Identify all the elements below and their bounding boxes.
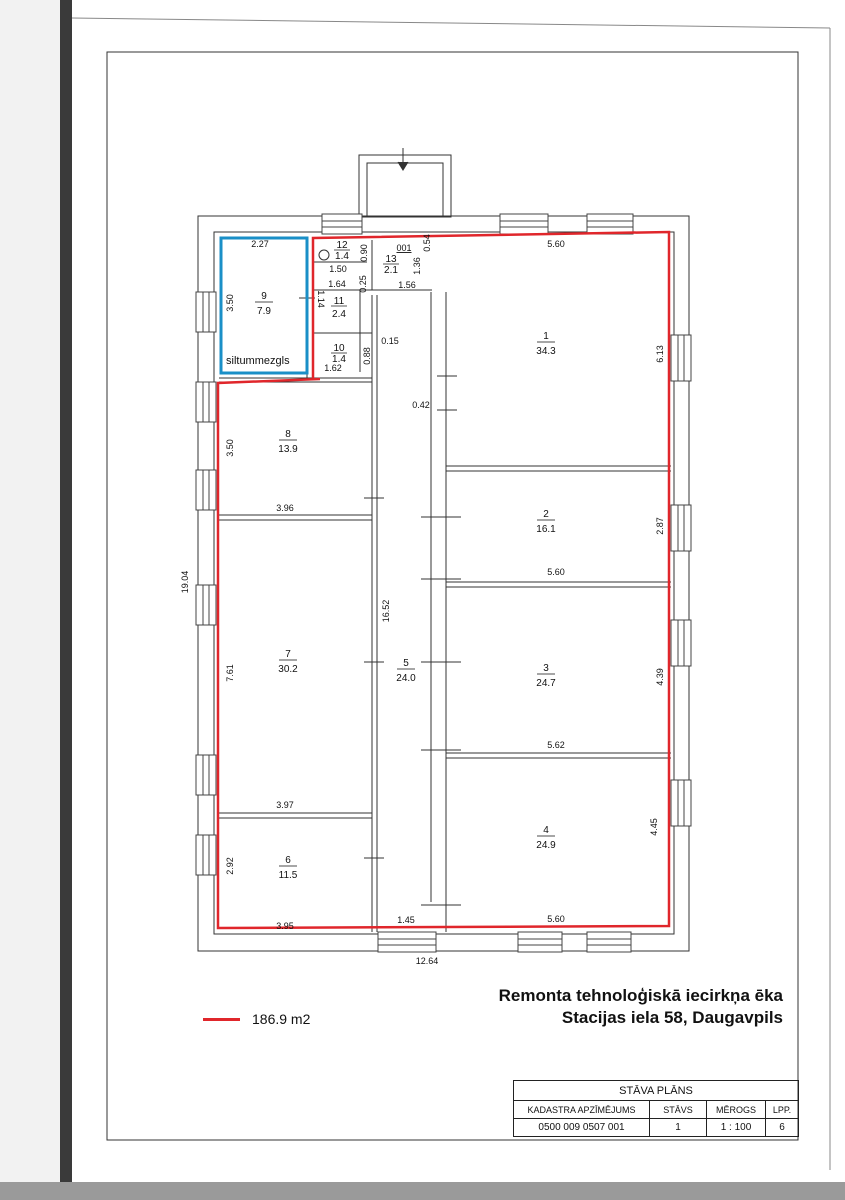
- area-outline-red: [218, 232, 669, 928]
- room-6-number: 6: [285, 855, 291, 866]
- room-4-number: 4: [543, 825, 549, 836]
- dim-label: 1.62: [324, 363, 342, 373]
- room-2-label: [536, 509, 556, 535]
- bottom-edge: [0, 1182, 845, 1200]
- room-10-label: [331, 343, 347, 365]
- building-title: [499, 985, 783, 1029]
- dim-label: 5.60: [547, 914, 565, 924]
- room-8-number: 8: [285, 429, 291, 440]
- room-1-area: 34.3: [536, 346, 556, 357]
- interior-walls: [219, 240, 671, 932]
- room-12-number: 12: [336, 240, 348, 251]
- room-7-area: 30.2: [278, 664, 298, 675]
- title-stamp: [513, 1080, 799, 1137]
- overall-width-label: 12.64: [415, 956, 439, 966]
- room-9-area: 7.9: [257, 306, 271, 317]
- building-name: Remonta tehnoloģiskā iecirkņa ēka: [498, 986, 783, 1005]
- stamp-col-scale: MĒROGS: [707, 1101, 766, 1119]
- room-11-area: 2.4: [332, 309, 346, 320]
- room-11-label: [331, 296, 347, 320]
- outer-walls: [198, 216, 689, 951]
- dim-label: 5.60: [547, 239, 565, 249]
- room-5-number: 5: [403, 658, 409, 669]
- room-5-area: 24.0: [396, 673, 416, 684]
- dim-label: 3.50: [225, 439, 235, 457]
- room-1-label: [536, 331, 556, 357]
- room-7-number: 7: [285, 649, 291, 660]
- dim-label: 5.62: [547, 740, 565, 750]
- room-7-label: [278, 649, 298, 675]
- room-3-area: 24.7: [536, 678, 556, 689]
- dim-label: 7.61: [225, 664, 235, 682]
- dim-label: 1.56: [398, 280, 416, 290]
- room-10-number: 10: [333, 343, 345, 354]
- room-1-number: 1: [543, 331, 549, 342]
- stamp-col-page: LPP.: [766, 1101, 799, 1119]
- dimension-labels: [180, 234, 665, 966]
- legend-area: 186.9 m2: [252, 1011, 311, 1027]
- dim-label: 2.27: [251, 239, 269, 249]
- windows: [196, 214, 691, 952]
- room-2-number: 2: [543, 509, 549, 520]
- dim-label: 1.36: [412, 257, 422, 275]
- building-address: Stacijas iela 58, Daugavpils: [561, 1008, 783, 1027]
- binding-shadow: [60, 0, 72, 1200]
- room-4-area: 24.9: [536, 840, 556, 851]
- room-9-label: [255, 291, 273, 317]
- stamp-scale-value: 1 : 100: [707, 1119, 766, 1137]
- dim-label: 0.25: [358, 275, 368, 293]
- room-6-area: 11.5: [278, 870, 298, 881]
- corridor-wall-label: 0.42: [412, 400, 430, 410]
- dim-label: 0.90: [359, 244, 369, 262]
- room-6-label: [279, 855, 298, 881]
- dim-label: 2.92: [225, 857, 235, 875]
- wc-tag: 001: [396, 243, 412, 253]
- legend-red-line: [203, 1018, 240, 1021]
- room-5-label: [396, 658, 416, 684]
- room-11-number: 11: [333, 296, 345, 307]
- stamp-col-floor: STĀVS: [650, 1101, 707, 1119]
- sheet-top-line: [72, 18, 830, 28]
- stamp-col-cadastre: KADASTRA APZĪMĒJUMS: [514, 1101, 650, 1119]
- dim-label: 4.39: [655, 668, 665, 686]
- room-12-label: [334, 240, 350, 262]
- corridor-length-label: 16.52: [381, 599, 391, 623]
- corridor-bottom-label: 1.45: [397, 915, 415, 925]
- room-4-label: [536, 825, 556, 851]
- legend: [203, 1011, 310, 1027]
- dim-label: 3.95: [276, 921, 294, 931]
- dim-label: 2.87: [655, 517, 665, 535]
- room-3-label: [536, 663, 556, 689]
- dim-label: 1.14: [316, 290, 326, 308]
- room-9-number: 9: [261, 291, 267, 302]
- dim-label: 0.54: [422, 234, 432, 252]
- dim-label: 0.88: [362, 347, 372, 365]
- stamp-header: STĀVA PLĀNS: [514, 1081, 799, 1101]
- stamp-page-value: 6: [766, 1119, 799, 1137]
- room-13-area: 2.1: [384, 265, 398, 276]
- room-2-area: 16.1: [536, 524, 556, 535]
- room-10-area: 1.4: [332, 354, 346, 365]
- dim-label: 1.50: [329, 264, 347, 274]
- overall-height-label: 19.04: [180, 570, 190, 594]
- boiler-room-label: siltummezgls: [226, 355, 290, 367]
- stamp-cadastre-value: 0500 009 0507 001: [514, 1119, 650, 1137]
- room-8-area: 13.9: [278, 444, 298, 455]
- dim-label: 4.45: [649, 818, 659, 836]
- dim-label: 3.96: [276, 503, 294, 513]
- room-8-label: [278, 429, 298, 455]
- dim-label: 0.15: [381, 336, 399, 346]
- room-12-area: 1.4: [335, 251, 349, 262]
- room-13-label: [383, 254, 399, 276]
- stamp-floor-value: 1: [650, 1119, 707, 1137]
- dim-label: 3.50: [225, 294, 235, 312]
- room-3-number: 3: [543, 663, 549, 674]
- tick-marks: [299, 250, 461, 905]
- page-edge: [0, 0, 60, 1200]
- entrance-porch: [359, 148, 451, 217]
- dim-label: 6.13: [655, 345, 665, 363]
- room-labels: [255, 240, 556, 881]
- dim-label: 3.97: [276, 800, 294, 810]
- dim-label: 1.64: [328, 279, 346, 289]
- room-13-number: 13: [385, 254, 397, 265]
- dim-label: 5.60: [547, 567, 565, 577]
